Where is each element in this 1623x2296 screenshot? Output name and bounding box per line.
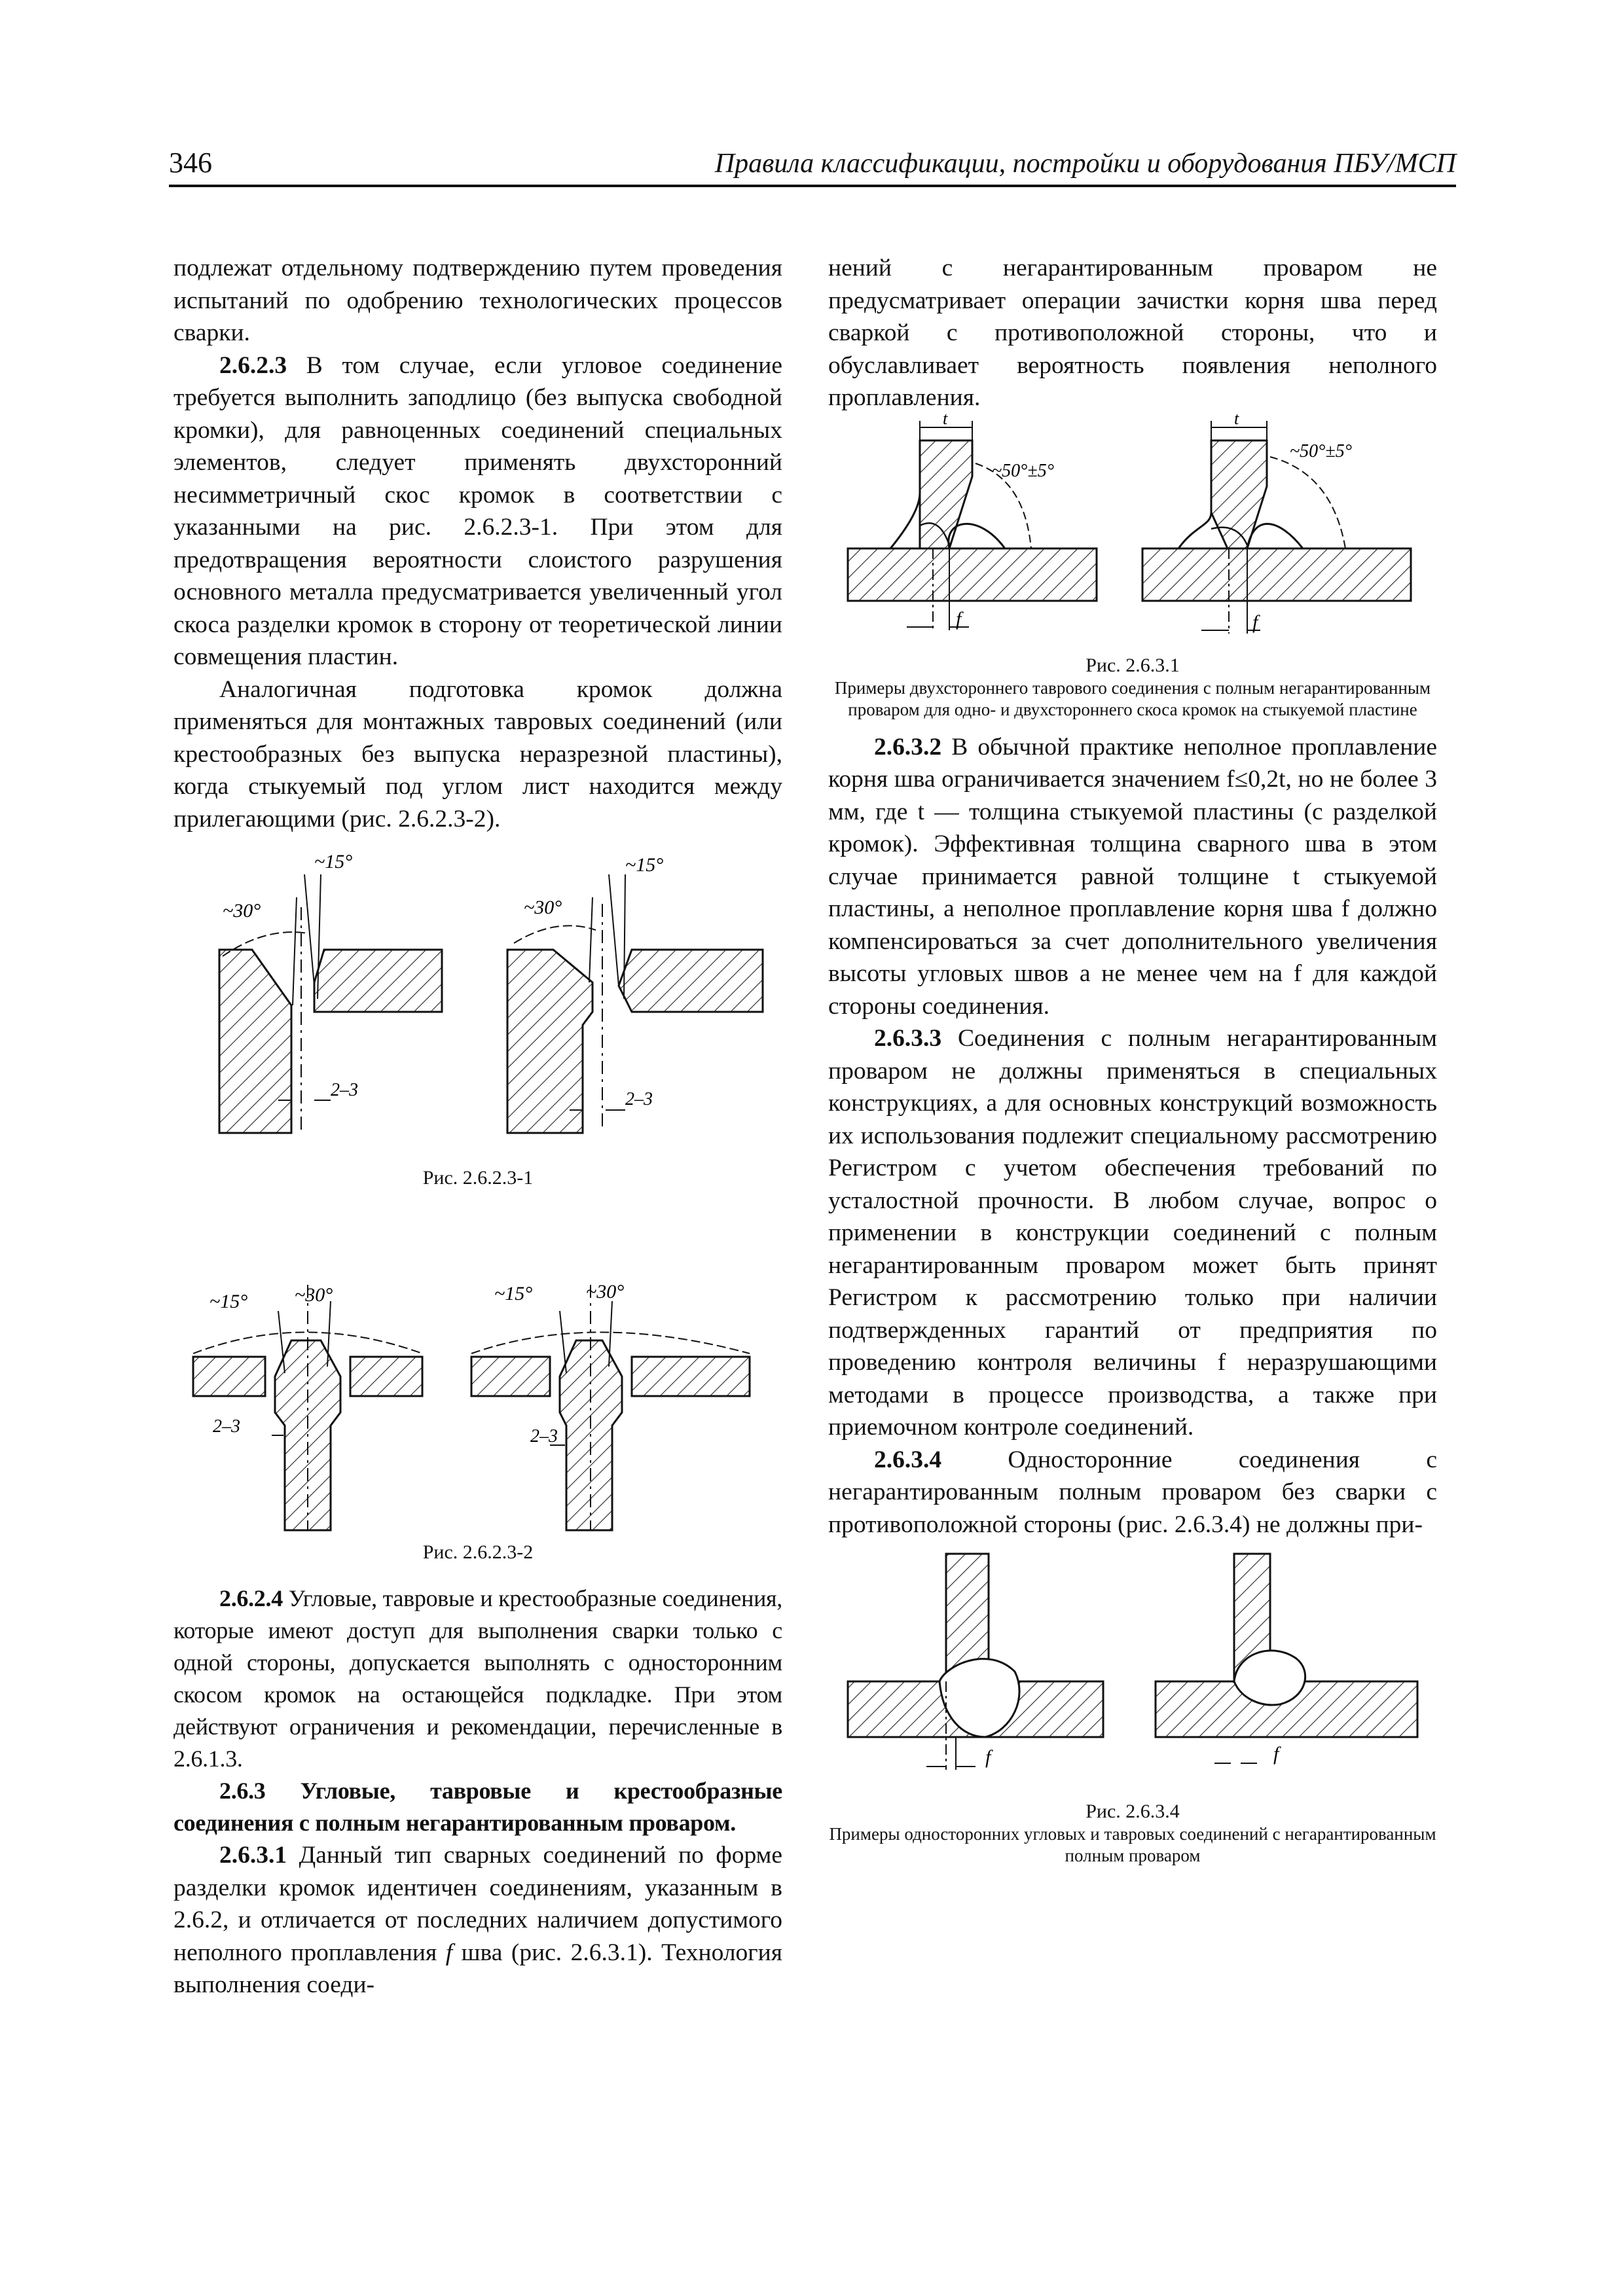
- figure-2-6-2-3-2: [173, 1249, 782, 1564]
- section-heading-2-6-3: 2.6.3 Угловые, тавровые и крестообразные соединения с полным негарантированным проваром.: [173, 1778, 782, 1836]
- figure-2-6-3-1: [828, 414, 1437, 721]
- paragraph-text: Соединения с полным негарантированным проваром не должны применяться в специальных конструкциях, а для основных конструкций возможность их использования подлежит специальному рассмотрению Регистром с учетом обеспечения требований по усталостной прочности. В любом случае, вопрос о применении в конструкции соединений с полным негарантированным проваром может быть принят Регистром к рассмотрению только при наличии подтвержденных гарантий от предприятия по проведению контроля величины f неразрушающими методами в процессе производства, а также при приемочном контроле соединений.: [828, 1025, 1437, 1441]
- angle-label: ~50°±5°: [1290, 440, 1352, 461]
- figure-2-6-2-3-2-drawing: [173, 1249, 782, 1537]
- figure-2-6-2-3-1-drawing: [173, 835, 782, 1162]
- figure-caption: Рис. 2.6.2.3-1: [422, 1167, 534, 1189]
- page-number: 346: [169, 147, 212, 179]
- right-column: [828, 252, 1437, 1867]
- left-column: [173, 252, 782, 2001]
- angle-label: ~30°: [524, 897, 562, 918]
- figure-2-6-3-4: [828, 1541, 1437, 1867]
- paragraph-text: шва (рис. 2.6.3.1). Технология выполнения соеди-: [173, 1939, 782, 1998]
- paragraph-text: В обычной практике неполное проплавление корня шва ограничивается значением f≤0,2t, но не более 3 мм, где t — толщина стыкуемой пластины (с разделкой кромок). Эффективная толщина сварного шва в этом случае принимается равной толщине t стыкуемой пластины, а неполное проплавление корня шва f должно компенсироваться за счет дополнительного увеличения высоты угловых швов a не менее чем на f для каждой стороны соединения.: [828, 733, 1437, 1020]
- figure-2-6-2-3-1: [173, 835, 782, 1190]
- gap-label: 2–3: [530, 1426, 558, 1446]
- angle-label: ~15°: [625, 854, 664, 876]
- root-gap-label: f: [1273, 1743, 1279, 1765]
- paragraph-text: Данный тип сварных соединений по форме разделки кромок идентичен соединениям, указанным в 2.6.2, и отличается от последних наличием допустимого неполного проплавления: [173, 1842, 782, 1966]
- clause-number: 2.6.3.1: [219, 1842, 287, 1869]
- gap-label: 2–3: [331, 1080, 358, 1100]
- angle-label: ~15°: [314, 851, 353, 872]
- gap-label: 2–3: [625, 1089, 653, 1109]
- figure-description: Примеры двухстороннего таврового соединения с полным негарантированным проваром для одно- и двухстороннего скоса кромок на стыкуемой пластине: [834, 677, 1431, 719]
- clause-number: 2.6.3.2: [874, 733, 942, 761]
- paragraph-2-6-3-3: [828, 1022, 1437, 1444]
- paragraph-2-6-2-4: [173, 1583, 782, 1775]
- thickness-label: t: [1234, 414, 1239, 428]
- paragraph: Аналогичная подготовка кромок должна применяться для монтажных тавровых соединений (или крестообразных без выпуска неразрезной пластины), когда стыкуемый под углом лист находится между прилегающими (рис. 2.6.2.3-2).: [173, 675, 782, 833]
- clause-number: 2.6.2.4: [219, 1585, 283, 1611]
- page-header: [169, 145, 1456, 187]
- angle-label: ~30°: [586, 1281, 625, 1302]
- figure-2-6-3-1-drawing: [828, 414, 1437, 650]
- figure-description: Примеры односторонних угловых и тавровых соединений с негарантированным полным проваром: [829, 1824, 1436, 1865]
- figure-caption: Рис. 2.6.2.3-2: [422, 1541, 534, 1563]
- clause-number: 2.6.3.4: [874, 1446, 942, 1473]
- figure-2-6-3-4-drawing: [828, 1541, 1437, 1796]
- paragraph-2-6-3-1: [173, 1839, 782, 2001]
- paragraph-2-6-3-4: [828, 1444, 1437, 1541]
- angle-label: ~30°: [295, 1284, 333, 1306]
- angle-label: ~50°±5°: [992, 460, 1054, 481]
- figure-caption: Рис. 2.6.3.4: [1085, 1801, 1180, 1822]
- root-gap-label: f: [956, 607, 962, 630]
- angle-label: ~15°: [494, 1283, 533, 1304]
- paragraph-text: Односторонние соединения с негарантированным полным проваром без сварки с противоположной стороны (рис. 2.6.3.4) не должны при-: [828, 1446, 1437, 1538]
- thickness-label: t: [943, 414, 948, 428]
- clause-number: 2.6.3.3: [874, 1025, 942, 1052]
- gap-label: 2–3: [213, 1416, 240, 1437]
- clause-number: 2.6.2.3: [219, 351, 287, 379]
- angle-label: ~30°: [223, 900, 261, 922]
- figure-caption: Рис. 2.6.3.1: [1085, 654, 1180, 676]
- paragraph-2-6-2-3: [173, 350, 782, 673]
- paragraph-text: В том случае, если угловое соединение требуется выполнить заподлицо (без выпуска свободной кромки), для равноценных соединений специальных элементов, следует применять двухсторонний несимметричный скос кромок в соответствии с указанными на рис. 2.6.2.3-1. При этом для предотвращения вероятности слоистого разрушения основного металла предусматривается увеличенный угол скоса разделки кромок в сторону от теоретической линии совмещения пластин.: [173, 351, 782, 670]
- running-title: Правила классификации, постройки и оборудования ПБУ/МСП: [714, 149, 1456, 179]
- paragraph: нений с негарантированным проваром не предусматривает операции зачистки корня шва перед сваркой с противоположной стороны, что и обуславливает вероятность появления неполного проплавления.: [828, 255, 1437, 411]
- paragraph-2-6-3-2: [828, 731, 1437, 1023]
- symbol-f: f: [445, 1939, 453, 1966]
- angle-label: ~15°: [210, 1291, 248, 1312]
- root-gap-label: f: [985, 1746, 991, 1768]
- root-gap-label: f: [1252, 611, 1258, 633]
- paragraph: подлежат отдельному подтверждению путем проведения испытаний по одобрению технологических процессов сварки.: [173, 255, 782, 346]
- paragraph-text: Угловые, тавровые и крестообразные соединения, которые имеют доступ для выполнения сварки только с одной стороны, допускается выполнять с односторонним скосом кромок на остающейся подкладке. При этом действуют ограничения и рекомендации, перечисленные в 2.6.1.3.: [173, 1585, 782, 1772]
